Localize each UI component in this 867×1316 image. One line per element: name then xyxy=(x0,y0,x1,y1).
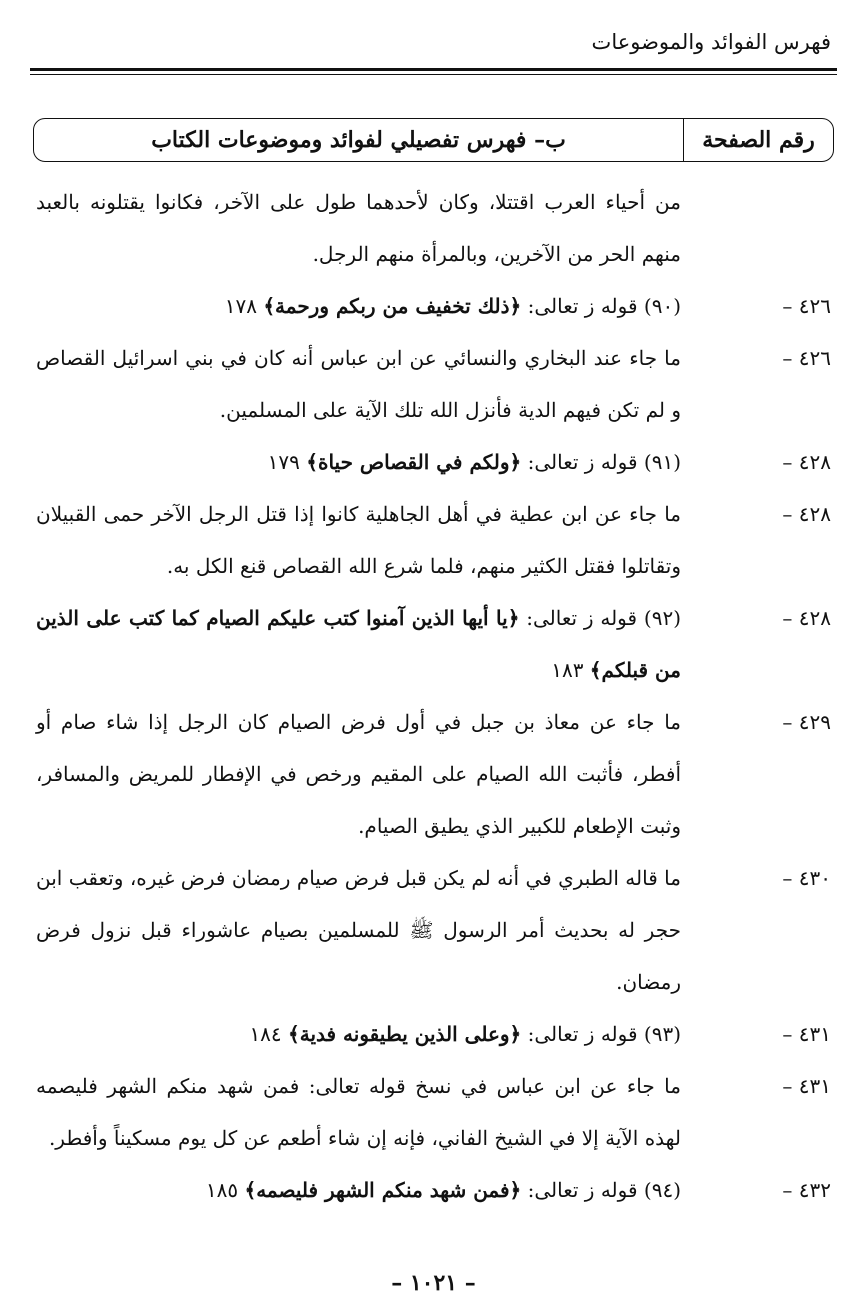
index-entry xyxy=(0,1008,867,1060)
entry-page-number: ٤٢٦ – xyxy=(782,294,831,318)
index-entry xyxy=(0,436,867,488)
entry-lead: (٩٠) قوله ز تعالى: xyxy=(527,294,681,318)
entry-verse-number: ١٧٩ xyxy=(267,450,300,474)
entry-text: ما جاء عن ابن عطية في أهل الجاهلية كانوا إذا قتل الرجل الآخر حمى القبيلان وتقاتلوا فقتل الكثير منهم، فلما شرع الله القصاص قنع الكل به. xyxy=(36,502,681,578)
entry-lead: (٩٢) قوله ز تعالى: xyxy=(526,606,681,630)
entry-lead: (٩١) قوله ز تعالى: xyxy=(527,450,681,474)
index-entry xyxy=(0,280,867,332)
index-entry xyxy=(0,852,867,1008)
entry-page-number: ٤٣٠ – xyxy=(782,866,831,890)
index-entry xyxy=(0,696,867,852)
entry-page-number: ٤٣١ – xyxy=(782,1074,831,1098)
header-rule-thin xyxy=(30,74,837,75)
entry-page-number: ٤٢٨ – xyxy=(782,450,831,474)
entry-text xyxy=(36,436,681,488)
entry-text: ما جاء عن معاذ بن جبل في أول فرض الصيام كان الرجل إذا شاء صام أو أفطر، فأثبت الله الصيام على المقيم ورخص في الإفطار للمريض والمسافر، وثبت الإطعام للكبير الذي يطيق الصيام. xyxy=(36,710,681,838)
entry-lead: (٩٤) قوله ز تعالى: xyxy=(527,1178,681,1202)
entry-page-number: ٤٢٦ – xyxy=(782,346,831,370)
column-header-page-number: رقم الصفحة xyxy=(683,119,833,161)
entry-text xyxy=(36,592,681,696)
page-number: – ١٠٢١ – xyxy=(391,1270,476,1296)
index-entry xyxy=(0,332,867,436)
entry-verse-number: ١٨٣ xyxy=(551,658,584,682)
entry-text: ما قاله الطبري في أنه لم يكن قبل فرض صيام رمضان فرض غيره، وتعقب ابن حجر له بحديث أمر الرسول ﷺ للمسلمين بصيام عاشوراء قبل نزول فرض رمضان. xyxy=(36,866,681,994)
entry-page-number: ٤٢٨ – xyxy=(782,502,831,526)
entry-lead: (٩٣) قوله ز تعالى: xyxy=(527,1022,681,1046)
entry-text: من أحياء العرب اقتتلا، وكان لأحدهما طول على الآخر، فكانوا يقتلونه بالعبد منهم الحر من الآخرين، وبالمرأة منهم الرجل. xyxy=(36,190,681,266)
entry-verse-number: ١٨٤ xyxy=(249,1022,282,1046)
entry-text xyxy=(36,1164,681,1216)
entry-verse: ﴿يا أيها الذين آمنوا كتب عليكم الصيام كما كتب على الذين من قبلكم﴾ xyxy=(36,606,681,682)
running-head: فهرس الفوائد والموضوعات xyxy=(591,30,831,54)
index-entries xyxy=(0,176,867,1216)
entry-page-number: ٤٣٢ – xyxy=(782,1178,831,1202)
entry-page-number: ٤٢٩ – xyxy=(782,710,831,734)
index-entry xyxy=(0,176,867,280)
entry-page-number: ٤٣١ – xyxy=(782,1022,831,1046)
index-table-header xyxy=(33,118,834,162)
column-header-topics: ب– فهرس تفصيلي لفوائد وموضوعات الكتاب xyxy=(151,127,566,153)
entry-text xyxy=(36,1008,681,1060)
entry-verse-number: ١٧٨ xyxy=(224,294,257,318)
index-entry xyxy=(0,488,867,592)
index-entry xyxy=(0,1164,867,1216)
entry-verse-number: ١٨٥ xyxy=(205,1178,239,1202)
entry-page-number: ٤٢٨ – xyxy=(782,606,831,630)
entry-verse: ﴿فمن شهد منكم الشهر فليصمه﴾ xyxy=(244,1178,522,1202)
index-entry xyxy=(0,1060,867,1164)
header-rule xyxy=(30,68,837,71)
entry-verse: ﴿ذلك تخفيف من ربكم ورحمة﴾ xyxy=(263,294,522,318)
entry-text: ما جاء عند البخاري والنسائي عن ابن عباس أنه كان في بني اسرائيل القصاص و لم تكن فيهم الدية فأنزل الله تلك الآية على المسلمين. xyxy=(36,346,681,422)
index-entry xyxy=(0,592,867,696)
entry-text xyxy=(36,280,681,332)
entry-verse: ﴿وعلى الذين يطيقونه فدية﴾ xyxy=(288,1022,522,1046)
entry-verse: ﴿ولكم في القصاص حياة﴾ xyxy=(306,450,522,474)
entry-text: ما جاء عن ابن عباس في نسخ قوله تعالى: فمن شهد منكم الشهر فليصمه لهذه الآية إلا في الشيخ الفاني، فإنه إن شاء أطعم عن كل يوم مسكيناً وأفطر. xyxy=(36,1074,681,1150)
